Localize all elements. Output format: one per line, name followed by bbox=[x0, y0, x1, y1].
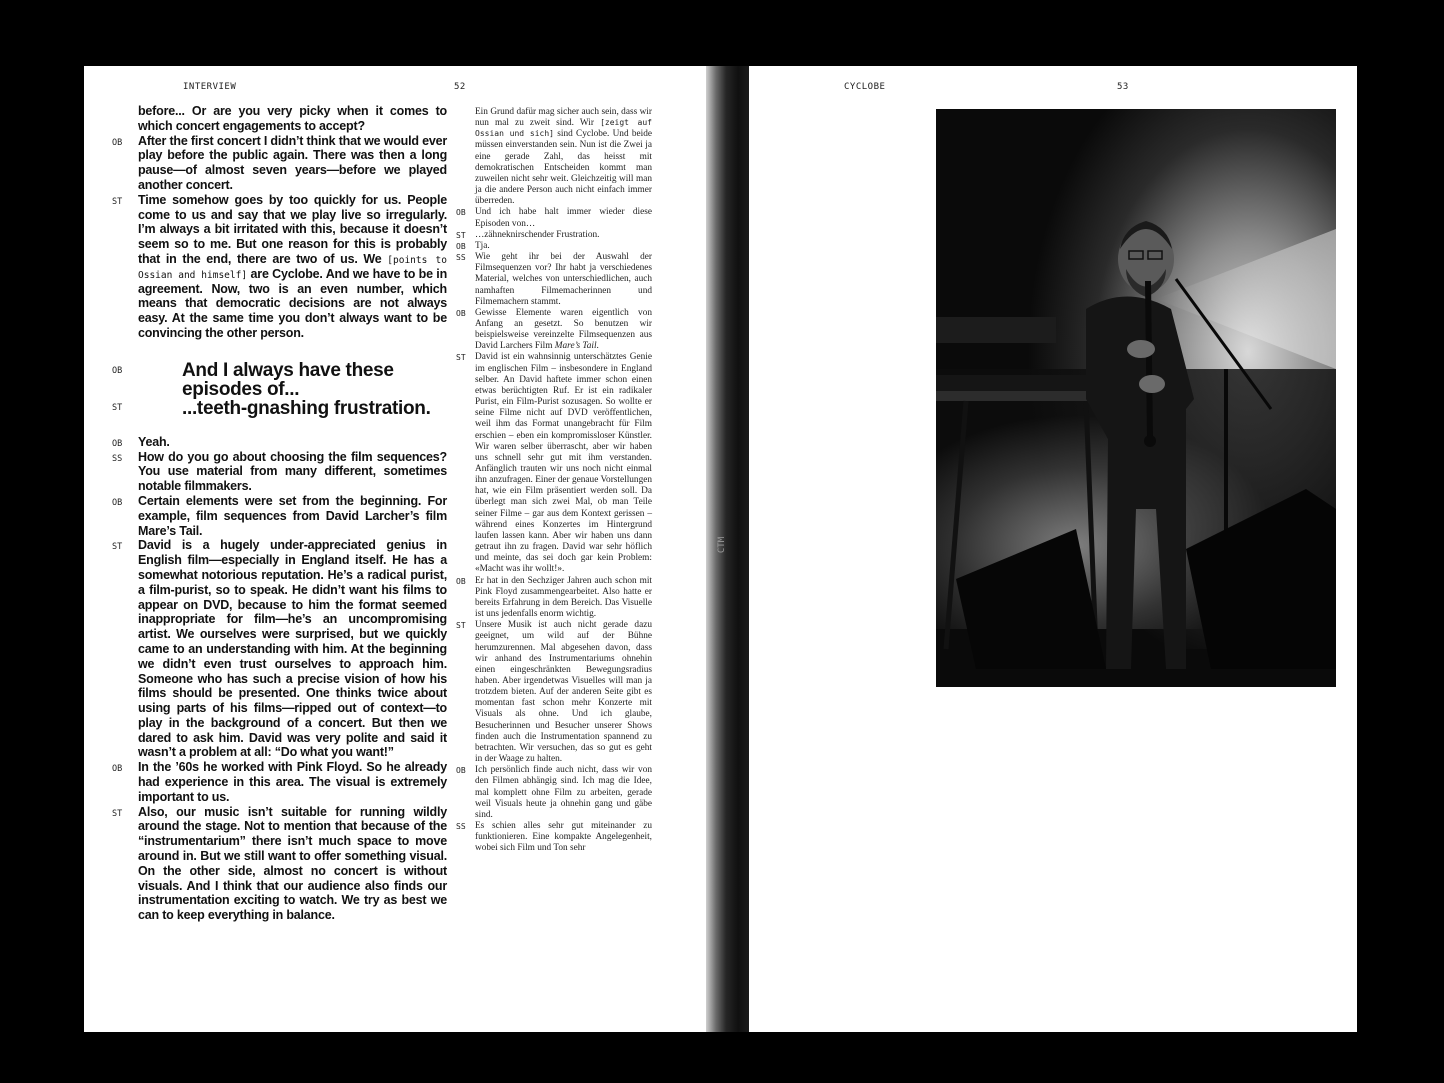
german-entry bbox=[456, 241, 652, 252]
english-entry bbox=[112, 435, 447, 450]
entry-text bbox=[475, 207, 652, 229]
german-entry bbox=[456, 821, 652, 854]
entry-text bbox=[138, 104, 447, 134]
german-entry bbox=[456, 207, 652, 229]
text-run: How do you go about choosing the film sequences? You use material from many different, sometimes notable filmmakers. bbox=[138, 449, 447, 494]
page-number-left: 52 bbox=[454, 82, 466, 92]
text-run: In the ’60s he worked with Pink Floyd. So he already had experience in this area. The visual is extremely important to us. bbox=[138, 760, 447, 804]
english-entry bbox=[112, 193, 447, 341]
entry-text bbox=[138, 805, 447, 923]
entry-text bbox=[475, 576, 652, 621]
german-entry bbox=[456, 308, 652, 353]
text-run: Und ich habe halt immer wieder diese Episoden von… bbox=[475, 207, 652, 229]
speaker-label: OB bbox=[456, 766, 466, 776]
text-run: Ein Grund dafür mag sicher auch sein, dass wir nun mal zu zweit sind. Wir bbox=[475, 107, 652, 129]
stage-direction: [points to Ossian and himself] bbox=[138, 254, 447, 281]
text-run: Es schien alles sehr gut miteinander zu funktionieren. Eine kompakte Angelegenheit, wobei sich Film und Ton sehr bbox=[475, 821, 652, 854]
speaker-label: OB bbox=[112, 764, 123, 775]
entry-text bbox=[138, 538, 447, 760]
speaker-label: OB bbox=[456, 241, 466, 251]
pull-quote-speaker-1: OB bbox=[112, 365, 123, 376]
entry-text bbox=[475, 230, 652, 241]
speaker-label: ST bbox=[112, 196, 123, 207]
pull-quote-line: episodes of... bbox=[182, 378, 300, 400]
stage-direction: [zeigt auf Ossian und sich] bbox=[475, 118, 652, 139]
book-gutter bbox=[706, 66, 749, 1032]
english-entry bbox=[112, 494, 447, 538]
text-run: Ich persönlich finde auch nicht, dass wir von den Filmen abhängig sind. Ich mag die Idee, mal komplett ohne Film zu arbeiten, gerade weil Visuals heute ja ohnehin gang und gäbe sind. bbox=[475, 765, 652, 820]
english-entry bbox=[112, 450, 447, 494]
german-column bbox=[456, 107, 652, 854]
text-run: before... Or are you very picky when it comes to which concert engagements to accept? bbox=[138, 104, 447, 133]
text-run: Time somehow goes by too quickly for us. People come to us and say that we play live so irregularly. I’m always a bit irritated with this, because it doesn’t seem so to me. But one reason for this is probably that in the end, there are two of us. We bbox=[138, 192, 447, 266]
speaker-label: OB bbox=[456, 208, 466, 218]
speaker-label bbox=[112, 104, 138, 134]
text-run: . bbox=[596, 341, 599, 352]
pull-quote-line: And I always have these bbox=[182, 359, 394, 381]
english-entry bbox=[112, 760, 447, 804]
spine-label: CTM bbox=[717, 536, 727, 554]
speaker-label: ST bbox=[112, 808, 123, 819]
running-head-right: CYCLOBE bbox=[844, 82, 886, 92]
speaker-label: ST bbox=[456, 621, 466, 631]
speaker-label: SS bbox=[456, 822, 466, 831]
text-run: After the first concert I didn’t think that we would ever play before the public again. There was then a long pause—of almost seven years—before we played another concert. bbox=[138, 133, 447, 192]
text-run: are Cyclobe. And we have to be in agreement. Now, two is an even number, which means that democratic decisions are not always easy. At the same time you don’t always want to be convincing the other person. bbox=[138, 266, 447, 340]
german-entry bbox=[456, 352, 652, 575]
text-run: Tja. bbox=[475, 240, 490, 251]
text-run: Unsere Musik ist auch nicht gerade dazu geeignet, um wild auf der Bühne herumzurennen. Mal abgesehen davon, dass wir anhand des Instrumentariums ohnehin einen eingeschränkten Bewegungsradius haben. Aber irgendetwas Visuelles will man ja trotzdem bieten. Auf der anderen Seite gibt es momentan fast schon mehr Konzerte mit Visuals als ohne. Und ich glaube, Besucherinnen und Besucher unserer Shows finden auch die Instrumentation spannend zu betrachten. Wir versuchen, das so gut es geht in der Waage zu halten. bbox=[475, 620, 652, 765]
english-entry bbox=[112, 538, 447, 760]
entry-text bbox=[475, 821, 652, 854]
speaker-label: ST bbox=[456, 230, 466, 240]
german-entry bbox=[456, 252, 652, 308]
speaker-label: OB bbox=[112, 137, 123, 148]
entry-text bbox=[475, 308, 652, 353]
speaker-label: SS bbox=[112, 453, 123, 464]
text-run: David ist ein wahnsinnig unterschätztes Genie im englischen Film – insbesondere in England selber. An David haftete immer schon einen etwas berüchtigten Ruf. Er ist ein radikaler Purist, ein Film-Purist sozusagen. So wollte er seine Filme nicht auf DVD veröffentlichen, weil ihm das Format unangebracht für Film erschien – eben ein kompromissloser Künstler. Wir waren selber überrascht, aber wir haben uns schnell sehr gut mit ihm verstanden. Anfänglich trauten wir uns noch nicht einmal ihn anzufragen. Einer der genaue Vorstellungen hat, wie ein Film präsentiert werden soll. Da überlegt man sich zwei Mal, ob man Teile seiner Filme – gar aus dem Kontext gerissen – während eines Konzertes im Hintergrund laufen lassen kann. Aber wir haben uns dann getraut ihn zu fragen. David war sehr höflich und meinte, das sei doch gar kein Problem: «Macht was ihr wollt!». bbox=[475, 352, 652, 575]
text-run: Yeah. bbox=[138, 434, 170, 449]
text-run: Mare’s Tail bbox=[554, 341, 597, 352]
english-entry bbox=[112, 805, 447, 923]
concert-photo bbox=[936, 109, 1336, 687]
running-head-left: INTERVIEW bbox=[183, 82, 237, 92]
speaker-label: OB bbox=[112, 497, 123, 508]
german-entry bbox=[456, 230, 652, 241]
german-entry bbox=[456, 107, 652, 207]
entry-text bbox=[475, 241, 652, 252]
speaker-label bbox=[456, 107, 475, 207]
speaker-label: ST bbox=[112, 542, 123, 553]
pull-quote-line: ...teeth-gnashing frustration. bbox=[182, 397, 431, 419]
entry-text bbox=[475, 620, 652, 765]
speaker-label: OB bbox=[456, 308, 466, 318]
text-run: sind Cyclobe. Und beide müssen einverstanden sein. Nun ist die Zwei ja eine gerade Zahl, das heisst mit demokratischen Entscheiden kommt man zuweilen nicht sehr weit. Gleichzeitig will man ja die andere Person auch nicht einfach immer überreden. bbox=[475, 129, 653, 207]
pull-quote-speaker-2: ST bbox=[112, 402, 123, 413]
german-entry bbox=[456, 620, 652, 765]
speaker-label: OB bbox=[112, 438, 123, 449]
german-entry bbox=[456, 576, 652, 621]
entry-text bbox=[475, 252, 652, 308]
speaker-label: OB bbox=[456, 576, 466, 586]
entry-text bbox=[138, 760, 447, 804]
text-run: Certain elements were set from the beginning. For example, film sequences from David Larcher’s film Mare’s Tail. bbox=[138, 493, 447, 538]
entry-text bbox=[475, 352, 652, 575]
text-run: Wie geht ihr bei der Auswahl der Filmsequenzen vor? Ihr habt ja verschiedenes Material, welches von unterschiedlichen, auch namhaften Filmemacherinnen und Filmemachern stammt. bbox=[475, 252, 652, 307]
right-page bbox=[749, 66, 1357, 1032]
english-entry bbox=[112, 134, 447, 193]
entry-text bbox=[138, 494, 447, 538]
entry-text bbox=[475, 765, 652, 821]
text-run: Also, our music isn’t suitable for running wildly around the stage. Not to mention that because of the “instrumentarium” there isn’t much space to move around in. But we still want to offer something visual. On the other side, almost no concert is without visuals. And I think that our audience also finds our instrumentation exciting to watch. We try as best we can to keep everything in balance. bbox=[138, 804, 447, 923]
english-entry bbox=[112, 104, 447, 134]
entry-text bbox=[138, 435, 447, 450]
entry-text bbox=[138, 134, 447, 193]
text-run: Er hat in den Sechziger Jahren auch schon mit Pink Floyd zusammengearbeitet. Also hatte er bereits Erfahrung in dem Bereich. Das Visuelle ist uns jedenfalls enorm wichtig. bbox=[475, 575, 652, 620]
english-column bbox=[112, 104, 447, 923]
left-page bbox=[84, 66, 706, 1032]
pull-quote bbox=[112, 361, 447, 417]
entry-text bbox=[475, 107, 652, 207]
text-run: Gewisse Elemente waren eigentlich von Anfang an gesetzt. So benutzen wir beispielsweise vereinzelte Filmsequenzen aus David Larchers Film bbox=[475, 307, 652, 352]
text-run: David is a hugely under-appreciated genius in English film—especially in England itself. He has a somewhat notorious reputation. He’s a radical purist, a film-purist, so to speak. He didn’t want his films to appear on DVD, because to him the format seemed inappropriate for film—he’s an uncompromising artist. We ourselves were surprised, but we quickly came to an understanding with him. At the beginning we didn’t even trust ourselves to approach him. Someone who has such a precise vision of how his films should be presented. One thinks twice about using parts of his films—ripped out of context—to play in the background of a concert. But then we dared to ask him. David was very polite and said it wasn’t a problem at all: “Do what you want!” bbox=[138, 538, 447, 760]
entry-text bbox=[138, 450, 447, 494]
german-entry bbox=[456, 765, 652, 821]
english-entries-top bbox=[112, 104, 447, 341]
entry-text bbox=[138, 193, 447, 341]
text-run: …zähneknirschender Frustration. bbox=[475, 229, 600, 240]
page-number-right: 53 bbox=[1117, 82, 1129, 92]
english-entries-bottom bbox=[112, 435, 447, 923]
speaker-label: SS bbox=[456, 253, 466, 263]
speaker-label: ST bbox=[456, 353, 466, 363]
